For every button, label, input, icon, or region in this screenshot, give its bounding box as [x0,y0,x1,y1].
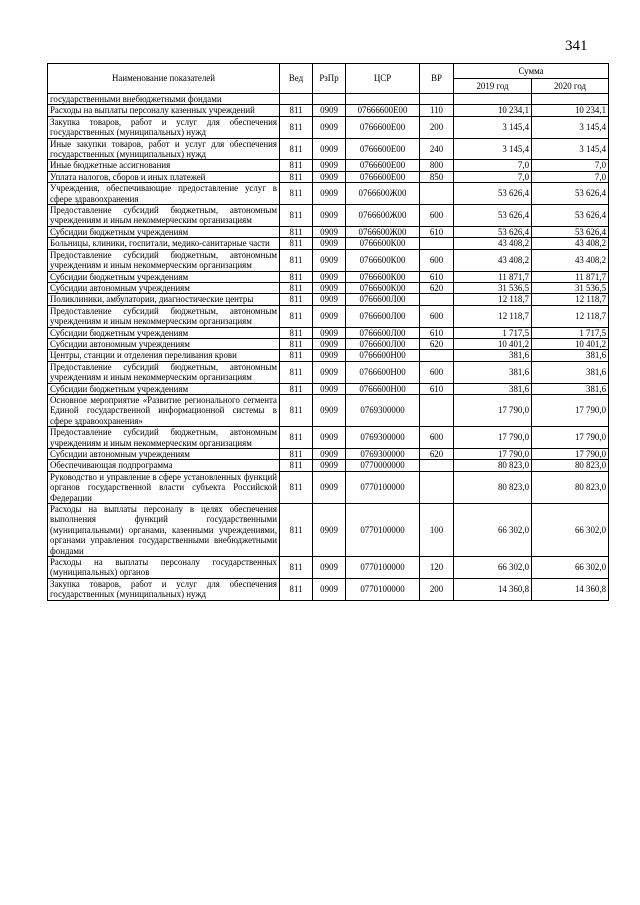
table-row [48,383,609,394]
cell-ved: 811 [280,394,313,426]
cell-rzpr: 0909 [313,394,346,426]
cell-ved: 811 [280,361,313,383]
table-row [48,394,609,426]
cell-vr: 610 [420,327,454,338]
cell-y2019: 53 626,4 [454,226,532,237]
table-row [48,350,609,361]
cell-y2019: 31 536,5 [454,282,532,293]
cell-csr: 0766600Е00 [346,116,420,138]
cell-y2020: 1 717,5 [532,327,609,338]
table-row [48,361,609,383]
table-row [48,205,609,227]
cell-vr: 600 [420,305,454,327]
cell-vr: 610 [420,271,454,282]
cell-name: Уплата налогов, сборов и иных платежей [48,171,280,182]
cell-y2019: 11 871,7 [454,271,532,282]
cell-y2019: 17 790,0 [454,449,532,460]
table-row [48,282,609,293]
cell-rzpr: 0909 [313,271,346,282]
cell-y2020: 43 408,2 [532,238,609,249]
cell-y2020: 66 302,0 [532,557,609,579]
cell-csr: 0770100000 [346,504,420,557]
cell-name: Закупка товаров, работ и услуг для обеспечения государственных (муниципальных) нужд [48,578,280,600]
table-body [48,94,609,601]
cell-vr [420,350,454,361]
table-row [48,294,609,305]
cell-ved: 811 [280,471,313,503]
header-rzpr: РзПр [313,64,346,94]
cell-name: государственными внебюджетными фондами [48,94,280,105]
cell-vr [420,238,454,249]
cell-name: Предоставление субсидий бюджетным, автономным учреждениям и иным некоммерческим организациям [48,361,280,383]
cell-y2020: 10 234,1 [532,105,609,116]
cell-y2020: 7,0 [532,160,609,171]
header-2020: 2020 год [532,79,609,94]
cell-csr: 0766600Е00 [346,171,420,182]
cell-csr: 0769300000 [346,427,420,449]
cell-vr [420,94,454,105]
header-csr: ЦСР [346,64,420,94]
cell-y2019: 3 145,4 [454,116,532,138]
cell-y2019: 43 408,2 [454,249,532,271]
cell-csr: 0770000000 [346,460,420,471]
cell-ved: 811 [280,226,313,237]
cell-rzpr: 0909 [313,183,346,205]
header-vr: ВР [420,64,454,94]
cell-ved: 811 [280,460,313,471]
cell-ved: 811 [280,327,313,338]
cell-csr: 0766600К00 [346,271,420,282]
cell-vr [420,294,454,305]
cell-y2020: 12 118,7 [532,294,609,305]
table-row [48,94,609,105]
cell-vr: 600 [420,205,454,227]
cell-csr: 0766600Н00 [346,361,420,383]
header-2019: 2019 год [454,79,532,94]
cell-y2019: 381,6 [454,383,532,394]
cell-rzpr: 0909 [313,449,346,460]
cell-y2020: 12 118,7 [532,305,609,327]
cell-vr: 620 [420,282,454,293]
cell-rzpr: 0909 [313,578,346,600]
cell-csr: 0766600Е00 [346,160,420,171]
cell-name: Центры, станции и отделения переливания крови [48,350,280,361]
cell-y2020: 17 790,0 [532,427,609,449]
table-row [48,249,609,271]
cell-vr [420,394,454,426]
cell-rzpr: 0909 [313,238,346,249]
cell-name: Субсидии автономным учреждениям [48,338,280,349]
cell-ved: 811 [280,449,313,460]
cell-csr: 0769300000 [346,449,420,460]
cell-ved: 811 [280,578,313,600]
cell-name: Обеспечивающая подпрограмма [48,460,280,471]
cell-csr: 0770100000 [346,578,420,600]
cell-rzpr: 0909 [313,504,346,557]
cell-name: Субсидии автономным учреждениям [48,449,280,460]
cell-y2020: 80 823,0 [532,460,609,471]
cell-ved: 811 [280,183,313,205]
cell-y2020: 14 360,8 [532,578,609,600]
cell-csr: 07666600Е00 [346,105,420,116]
cell-vr [420,471,454,503]
cell-csr: 0766600Ж00 [346,205,420,227]
cell-rzpr: 0909 [313,460,346,471]
cell-ved: 811 [280,504,313,557]
cell-ved: 811 [280,249,313,271]
cell-rzpr: 0909 [313,226,346,237]
cell-rzpr: 0909 [313,294,346,305]
cell-rzpr: 0909 [313,427,346,449]
cell-ved: 811 [280,350,313,361]
cell-vr: 610 [420,383,454,394]
cell-csr: 0766600Е00 [346,138,420,160]
cell-y2019: 12 118,7 [454,305,532,327]
cell-y2019: 43 408,2 [454,238,532,249]
page-number: 341 [565,38,588,54]
cell-vr: 600 [420,361,454,383]
cell-ved: 811 [280,305,313,327]
cell-csr: 0766600Л00 [346,305,420,327]
cell-y2019: 80 823,0 [454,471,532,503]
cell-y2020: 53 626,4 [532,226,609,237]
table-row [48,338,609,349]
cell-csr: 0769300000 [346,394,420,426]
cell-ved: 811 [280,338,313,349]
cell-rzpr: 0909 [313,361,346,383]
cell-y2019: 12 118,7 [454,294,532,305]
cell-y2020: 7,0 [532,171,609,182]
cell-name: Иные бюджетные ассигнования [48,160,280,171]
table-row [48,183,609,205]
cell-rzpr: 0909 [313,205,346,227]
cell-vr: 240 [420,138,454,160]
cell-name: Учреждения, обеспечивающие предоставление услуг в сфере здравоохранения [48,183,280,205]
cell-rzpr: 0909 [313,338,346,349]
cell-y2020: 10 401,2 [532,338,609,349]
cell-csr: 0766600К00 [346,249,420,271]
cell-csr: 0766600Л00 [346,338,420,349]
cell-vr: 120 [420,557,454,579]
table-row [48,116,609,138]
cell-rzpr: 0909 [313,171,346,182]
cell-y2019: 1 717,5 [454,327,532,338]
cell-name: Субсидии бюджетным учреждениям [48,327,280,338]
table-row [48,471,609,503]
cell-y2019: 7,0 [454,171,532,182]
cell-y2019: 66 302,0 [454,504,532,557]
table-row [48,305,609,327]
cell-y2019: 7,0 [454,160,532,171]
cell-name: Основное мероприятие «Развитие регионального сегмента Единой государственной информационной системы в сфере здравоохранения» [48,394,280,426]
cell-y2020: 3 145,4 [532,138,609,160]
cell-ved: 811 [280,271,313,282]
cell-name: Субсидии бюджетным учреждениям [48,271,280,282]
cell-csr [346,94,420,105]
cell-ved: 811 [280,160,313,171]
cell-y2020: 11 871,7 [532,271,609,282]
cell-vr: 100 [420,504,454,557]
header-name: Наименование показателей [48,64,280,94]
cell-name: Расходы на выплаты персоналу казенных учреждений [48,105,280,116]
cell-vr: 600 [420,427,454,449]
cell-rzpr: 0909 [313,471,346,503]
cell-ved: 811 [280,116,313,138]
cell-rzpr: 0909 [313,160,346,171]
cell-y2019: 381,6 [454,361,532,383]
cell-y2019: 53 626,4 [454,183,532,205]
cell-ved: 811 [280,205,313,227]
cell-name: Субсидии бюджетным учреждениям [48,226,280,237]
cell-csr: 0770100000 [346,471,420,503]
cell-vr: 200 [420,578,454,600]
cell-y2020: 381,6 [532,383,609,394]
cell-ved: 811 [280,138,313,160]
table-row [48,160,609,171]
cell-name: Руководство и управление в сфере установленных функций органов государственной власти субъекта Российской Федерации [48,471,280,503]
cell-rzpr: 0909 [313,116,346,138]
cell-vr: 600 [420,249,454,271]
cell-rzpr: 0909 [313,282,346,293]
cell-y2020: 381,6 [532,350,609,361]
cell-name: Больницы, клиники, госпитали, медико-санитарные части [48,238,280,249]
header-ved: Вед [280,64,313,94]
cell-name: Поликлиники, амбулатории, диагностические центры [48,294,280,305]
cell-y2019: 14 360,8 [454,578,532,600]
cell-y2020: 80 823,0 [532,471,609,503]
cell-name: Закупка товаров, работ и услуг для обеспечения государственных (муниципальных) нужд [48,116,280,138]
cell-name: Субсидии автономным учреждениям [48,282,280,293]
cell-ved: 811 [280,238,313,249]
table-row [48,171,609,182]
table-row [48,105,609,116]
cell-name: Предоставление субсидий бюджетным, автономным учреждениям и иным некоммерческим организациям [48,205,280,227]
table-row [48,427,609,449]
cell-rzpr: 0909 [313,327,346,338]
cell-csr: 0766600Ж00 [346,226,420,237]
cell-csr: 0770100000 [346,557,420,579]
cell-csr: 0766600Л00 [346,294,420,305]
cell-y2020: 53 626,4 [532,205,609,227]
cell-ved: 811 [280,282,313,293]
cell-rzpr: 0909 [313,138,346,160]
cell-ved: 811 [280,383,313,394]
header-sum: Сумма [454,64,609,79]
cell-rzpr: 0909 [313,249,346,271]
cell-y2020: 17 790,0 [532,449,609,460]
cell-rzpr: 0909 [313,105,346,116]
cell-name: Субсидии бюджетным учреждениям [48,383,280,394]
cell-csr: 0766600К00 [346,238,420,249]
cell-ved: 811 [280,171,313,182]
cell-y2020: 31 536,5 [532,282,609,293]
cell-rzpr: 0909 [313,557,346,579]
cell-y2019: 10 234,1 [454,105,532,116]
cell-y2020 [532,94,609,105]
cell-y2020: 53 626,4 [532,183,609,205]
cell-rzpr: 0909 [313,383,346,394]
cell-y2019: 53 626,4 [454,205,532,227]
table-row [48,449,609,460]
cell-name: Предоставление субсидий бюджетным, автономным учреждениям и иным некоммерческим организациям [48,249,280,271]
table-row [48,504,609,557]
cell-csr: 0766600К00 [346,282,420,293]
cell-vr: 200 [420,116,454,138]
cell-csr: 0766600Л00 [346,327,420,338]
cell-rzpr: 0909 [313,350,346,361]
cell-name: Расходы на выплаты персоналу государственных (муниципальных) органов [48,557,280,579]
cell-name: Предоставление субсидий бюджетным, автономным учреждениям и иным некоммерческим организациям [48,305,280,327]
cell-rzpr: 0909 [313,305,346,327]
cell-y2019: 17 790,0 [454,394,532,426]
cell-vr: 110 [420,105,454,116]
table-row [48,138,609,160]
table-row [48,460,609,471]
table-row [48,238,609,249]
cell-csr: 0766600Ж00 [346,183,420,205]
cell-y2020: 43 408,2 [532,249,609,271]
cell-name: Предоставление субсидий бюджетным, автономным учреждениям и иным некоммерческим организациям [48,427,280,449]
cell-name: Расходы на выплаты персоналу в целях обеспечения выполнения функций государственными (муниципальными) органами, казенными учреждениями, органами управления государственными внебюджетными фондами [48,504,280,557]
cell-ved: 811 [280,294,313,305]
cell-y2019: 66 302,0 [454,557,532,579]
table-row [48,226,609,237]
cell-vr [420,460,454,471]
cell-csr: 0766600Н00 [346,350,420,361]
cell-vr: 610 [420,226,454,237]
cell-y2020: 66 302,0 [532,504,609,557]
cell-y2020: 381,6 [532,361,609,383]
budget-table [47,63,609,601]
cell-y2019: 17 790,0 [454,427,532,449]
cell-ved: 811 [280,557,313,579]
cell-ved [280,94,313,105]
table-row [48,557,609,579]
cell-y2019: 3 145,4 [454,138,532,160]
cell-rzpr [313,94,346,105]
table-row [48,271,609,282]
cell-y2019: 80 823,0 [454,460,532,471]
cell-y2019: 10 401,2 [454,338,532,349]
cell-csr: 0766600Н00 [346,383,420,394]
table-row [48,327,609,338]
cell-ved: 811 [280,427,313,449]
cell-vr: 620 [420,449,454,460]
cell-ved: 811 [280,105,313,116]
cell-y2020: 17 790,0 [532,394,609,426]
cell-vr [420,183,454,205]
cell-vr: 850 [420,171,454,182]
cell-y2019: 381,6 [454,350,532,361]
cell-y2020: 3 145,4 [532,116,609,138]
cell-vr: 620 [420,338,454,349]
cell-y2019 [454,94,532,105]
table-row [48,578,609,600]
cell-vr: 800 [420,160,454,171]
cell-name: Иные закупки товаров, работ и услуг для обеспечения государственных (муниципальных) нужд [48,138,280,160]
